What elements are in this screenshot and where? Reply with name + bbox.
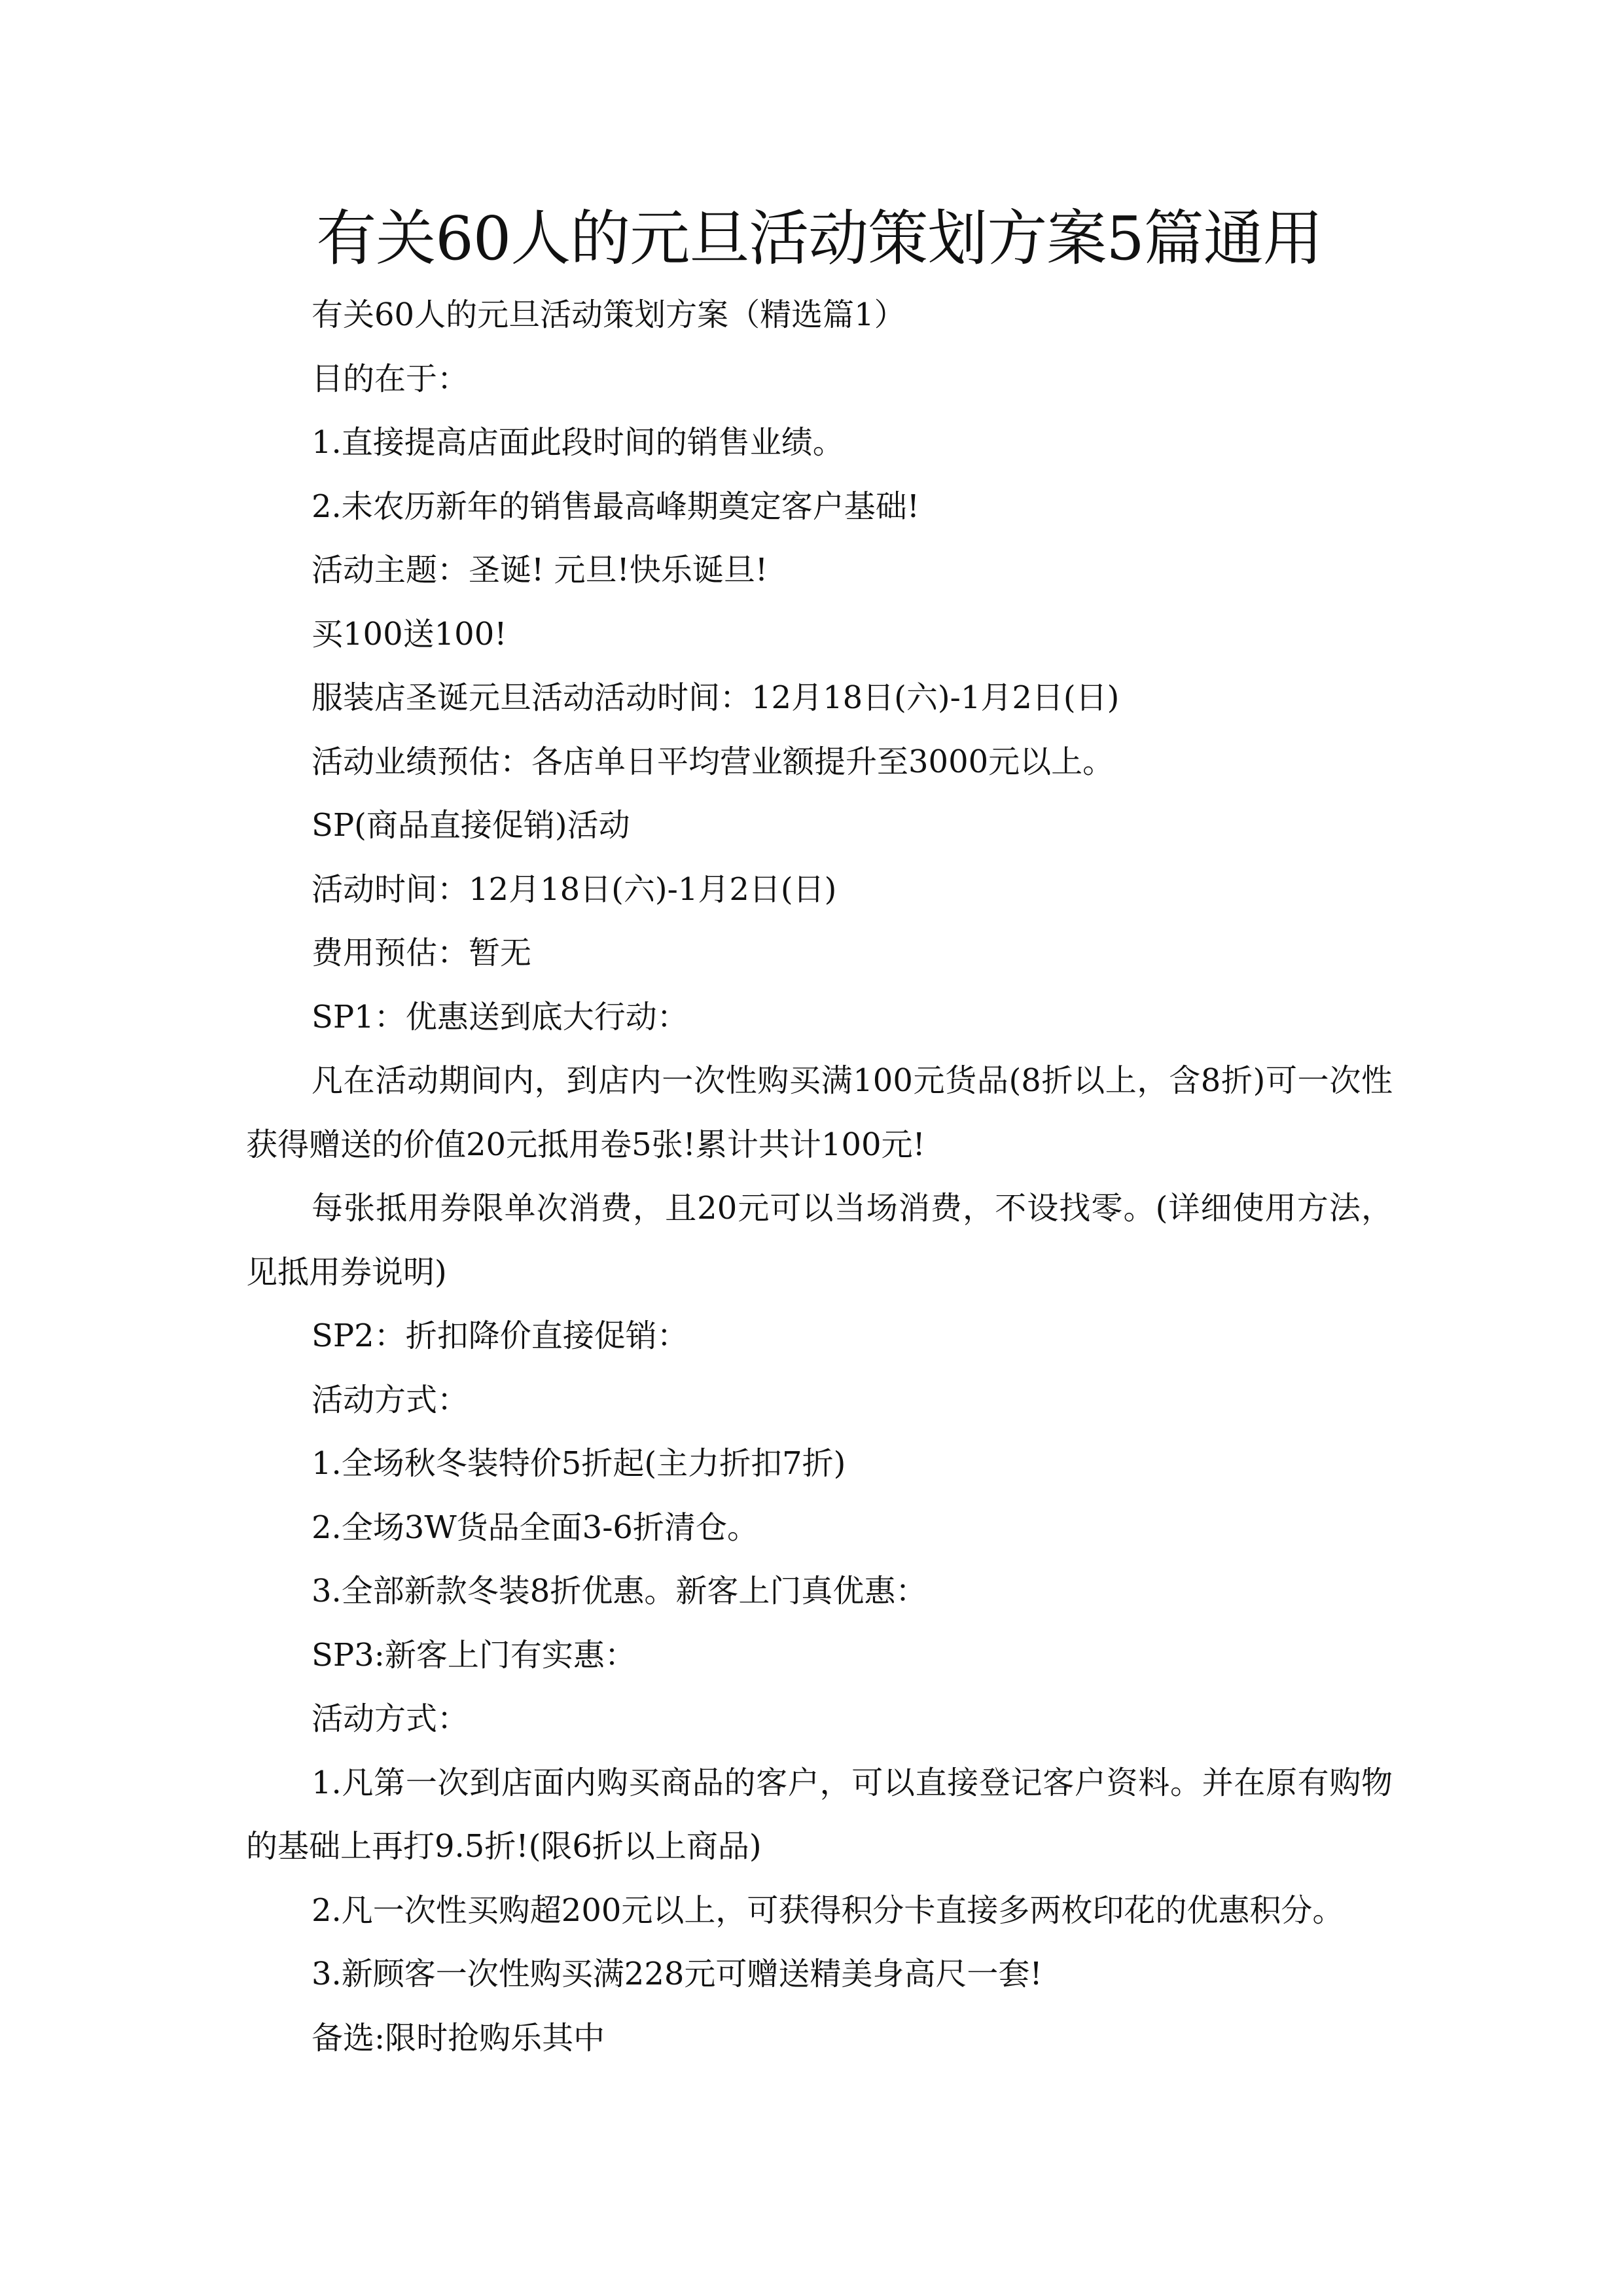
paragraph-sp3-item-1: 1.凡第一次到店面内购买商品的客户，可以直接登记客户资料。并在原有购物的基础上再打9.5折!(限6折以上商品) bbox=[246, 1764, 1393, 1865]
paragraph-sp2-item-1: 1.全场秋冬装特价5折起(主力折扣7折) bbox=[312, 1445, 846, 1482]
paragraph-voucher-rule: 每张抵用券限单次消费，且20元可以当场消费，不设找零。(详细使用方法，见抵用券说明) bbox=[246, 1190, 1393, 1291]
paragraph-offer: 买100送100! bbox=[312, 615, 507, 653]
document-title: 有关60人的元旦活动策划方案5篇通用 bbox=[316, 204, 1323, 274]
paragraph-section-heading: 有关60人的元旦活动策划方案（精选篇1） bbox=[312, 296, 906, 333]
paragraph-purpose-2: 2.未农历新年的销售最高峰期奠定客户基础! bbox=[312, 488, 920, 525]
paragraph-method-label: 活动方式： bbox=[312, 1381, 469, 1418]
paragraph-sp3: SP3:新客上门有实惠： bbox=[312, 1636, 636, 1674]
paragraph-sp2-item-2: 2.全场3W货品全面3-6折清仓。 bbox=[312, 1509, 758, 1546]
paragraph-activity-time: 活动时间：12月18日(六)-1月2日(日) bbox=[312, 870, 837, 908]
paragraph-method-label-2: 活动方式： bbox=[312, 1700, 469, 1737]
paragraph-theme: 活动主题：圣诞! 元旦!快乐诞旦! bbox=[312, 552, 768, 588]
paragraph-sp2-item-3: 3.全部新款冬装8折优惠。新客上门真优惠： bbox=[312, 1573, 927, 1609]
paragraph-purpose-1: 1.直接提高店面此段时间的销售业绩。 bbox=[312, 424, 844, 461]
paragraph-purpose-label: 目的在于： bbox=[312, 360, 469, 397]
paragraph-sp1: SP1：优惠送到底大行动： bbox=[312, 998, 688, 1035]
paragraph-sp-heading: SP(商品直接促销)活动 bbox=[312, 807, 630, 844]
paragraph-event-time: 服装店圣诞元旦活动活动时间：12月18日(六)-1月2日(日) bbox=[312, 679, 1120, 716]
document-page bbox=[246, 200, 1393, 2070]
paragraph-sp3-item-2: 2.凡一次性买购超200元以上，可获得积分卡直接多两枚印花的优惠积分。 bbox=[312, 1892, 1344, 1929]
paragraph-cost: 费用预估：暂无 bbox=[312, 935, 532, 971]
paragraph-sp2: SP2：折扣降价直接促销： bbox=[312, 1318, 688, 1354]
paragraph-forecast: 活动业绩预估：各店单日平均营业额提升至3000元以上。 bbox=[312, 743, 1115, 780]
paragraph-alternative: 备选:限时抢购乐其中 bbox=[312, 2019, 605, 2056]
paragraph-sp1-detail: 凡在活动期间内，到店内一次性购买满100元货品(8折以上，含8折)可一次性获得赠送的价值20元抵用卷5张!累计共计100元! bbox=[246, 1062, 1393, 1163]
paragraph-sp3-item-3: 3.新顾客一次性购买满228元可赠送精美身高尺一套! bbox=[312, 1956, 1043, 1992]
